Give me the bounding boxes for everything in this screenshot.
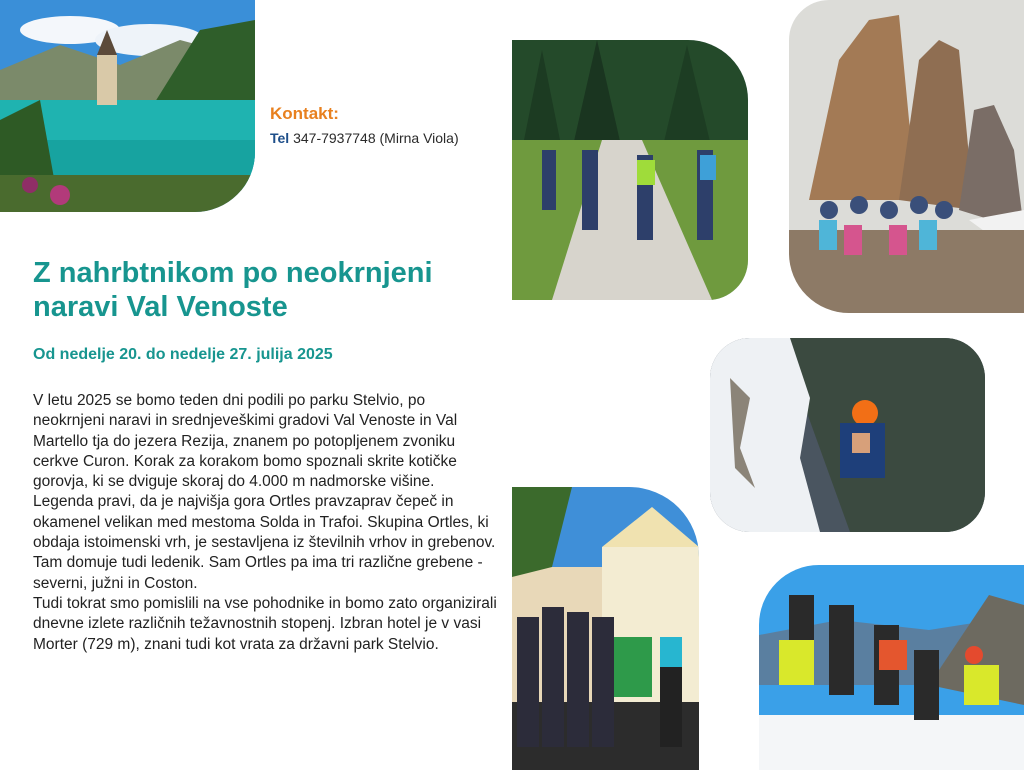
tel-value: 347-7937748 (Mirna Viola) [293, 130, 459, 146]
tel-label: Tel [270, 130, 290, 146]
page-title: Z nahrbtnikom po neokrnjeni naravi Val Venoste [33, 257, 433, 323]
contact-block [270, 104, 459, 146]
paragraph-3: Tudi tokrat smo pomislili na vse pohodnike in bomo zato organizirali dnevne izlete različnih težavnostnih stopenj. Izbran hotel je v vasi Morter (729 m), znani tudi kot vrata za državni park Stelvio. [33, 594, 497, 653]
snow-group-photo [759, 565, 1024, 770]
hikers-trail-photo [512, 40, 748, 300]
description [33, 391, 498, 655]
lake-bell-tower-photo [0, 0, 255, 212]
contact-phone [270, 130, 459, 146]
paragraph-1: V letu 2025 se bomo teden dni podili po parku Stelvio, po neokrnjeni naravi in srednjeveškimi gradovi Val Venoste in Val Martello tja do jezera Rezija, znanem po potopljenem zvoniku cerkve Curon. Korak za korakom bomo spoznali skrite kotičke gorovja, ki se dviguje skoraj do 4.000 m nadmorske višine. [33, 392, 458, 491]
group-cheering-photo [512, 487, 699, 770]
paragraph-2: Legenda pravi, da je najvišja gora Ortles pravzaprav čepeč in okamenel velikan med mestoma Solda in Trafoi. Skupina Ortles, ki obdaja istoimenski vrh, je sestavljena iz številnih vrhov in grebenov. Tam domuje tudi ledenik. Sam Ortles pa ima tri različne grebene - severni, južni in Coston. [33, 493, 496, 592]
dolomite-peaks-group-photo [789, 0, 1024, 313]
climber-snow-photo [710, 338, 985, 532]
event-date: Od nedelje 20. do nedelje 27. julija 2025 [33, 346, 333, 363]
contact-title: Kontakt: [270, 104, 339, 123]
